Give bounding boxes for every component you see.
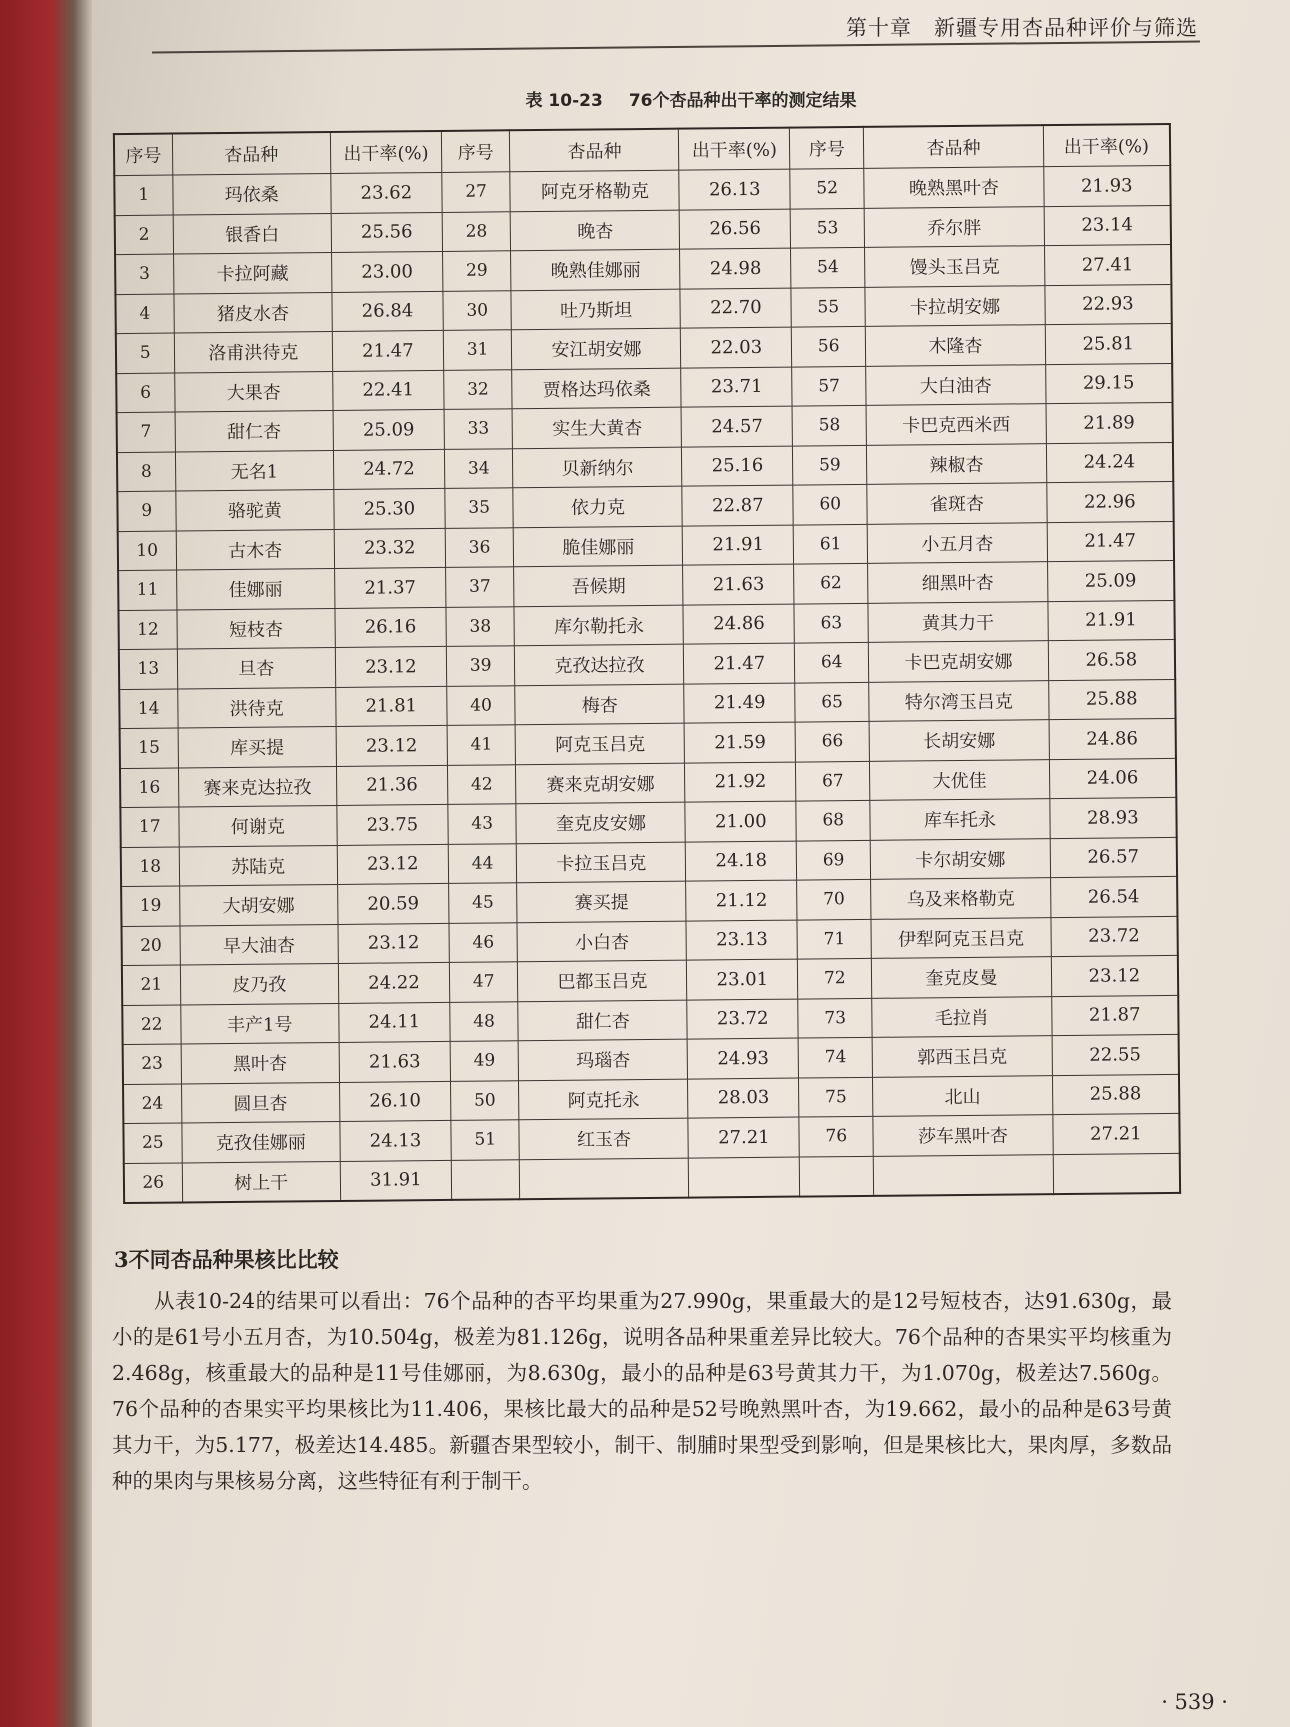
table-cell: 红玉杏 xyxy=(519,1118,688,1159)
table-cell: 24 xyxy=(123,1083,181,1123)
table-cell xyxy=(451,1159,520,1200)
table-cell: 晚熟黑叶杏 xyxy=(864,167,1044,208)
table-cell: 脆佳娜丽 xyxy=(514,526,683,567)
table-cell: 安江胡安娜 xyxy=(512,328,681,369)
table-cell: 洛甫洪待克 xyxy=(174,332,333,373)
table-cell: 74 xyxy=(798,1037,872,1077)
drying-rate-table xyxy=(113,123,1181,1204)
table-cell: 27.41 xyxy=(1044,244,1171,285)
table-cell: 43 xyxy=(448,804,517,844)
table-cell: 黄其力干 xyxy=(868,601,1048,642)
table-cell: 1 xyxy=(114,175,172,215)
table-cell: 克孜达拉孜 xyxy=(515,644,684,685)
table-cell: 34 xyxy=(444,448,513,488)
table-cell: 早大油杏 xyxy=(180,924,339,965)
table-cell: 19 xyxy=(121,886,179,926)
table-cell: 21.63 xyxy=(683,564,794,605)
table-cell: 50 xyxy=(450,1080,519,1120)
table-cell: 68 xyxy=(796,800,870,840)
table-cell: 玛瑙杏 xyxy=(519,1039,688,1080)
column-header: 出干率(%) xyxy=(1043,124,1170,167)
table-cell: 28.93 xyxy=(1050,797,1177,838)
table-cell: 26.54 xyxy=(1050,876,1177,917)
column-header: 序号 xyxy=(114,134,172,176)
table-cell: 24.98 xyxy=(680,248,791,289)
table-cell xyxy=(520,1158,689,1200)
table-cell: 33 xyxy=(444,409,513,449)
table-cell: 12 xyxy=(118,610,176,650)
table-cell: 25.88 xyxy=(1048,679,1175,720)
table-cell: 28 xyxy=(442,211,511,251)
table-cell: 76 xyxy=(799,1116,873,1156)
table-cell: 古木杏 xyxy=(176,529,335,570)
table-cell: 27.21 xyxy=(1053,1113,1180,1154)
table-title: 76个杏品种出干率的测定结果 xyxy=(628,91,857,111)
table-cell: 23.32 xyxy=(334,528,445,569)
table-cell: 51 xyxy=(451,1120,520,1160)
table-cell: 甜仁杏 xyxy=(518,1000,687,1041)
table-cell: 57 xyxy=(792,366,866,406)
running-head: 第十章 新疆专用杏品种评价与筛选 xyxy=(846,16,1198,40)
table-cell: 贾格达玛依桑 xyxy=(512,368,681,409)
table-cell: 22.93 xyxy=(1045,284,1172,325)
table-cell: 4 xyxy=(115,294,173,334)
table-cell: 63 xyxy=(794,603,868,643)
table-cell: 卡巴克西米西 xyxy=(866,404,1046,445)
table-cell: 旦杏 xyxy=(177,647,336,688)
table-cell: 卡尔胡安娜 xyxy=(870,838,1050,879)
table-cell: 25.81 xyxy=(1045,323,1172,364)
table-cell: 乌及来格勒克 xyxy=(871,878,1051,919)
table-cell: 小五月杏 xyxy=(867,522,1047,563)
table-cell: 14 xyxy=(119,689,177,729)
table-cell: 库买提 xyxy=(178,726,337,767)
table-cell: 卡拉玉吕克 xyxy=(517,842,686,883)
table-cell: 骆驼黄 xyxy=(175,489,334,530)
table-cell: 阿克托永 xyxy=(519,1079,688,1120)
table-cell: 13 xyxy=(119,649,177,689)
table-cell: 赛来克胡安娜 xyxy=(516,763,685,804)
table-cell: 23.62 xyxy=(331,172,442,213)
table-number: 表 10-23 xyxy=(525,91,603,111)
book-binding-edge xyxy=(0,0,92,1727)
table-cell: 60 xyxy=(793,484,867,524)
table-cell: 21.47 xyxy=(684,643,795,684)
table-cell: 35 xyxy=(445,488,514,528)
table-cell: 24.93 xyxy=(688,1038,799,1079)
table-cell: 大胡安娜 xyxy=(179,884,338,925)
table-cell: 22 xyxy=(122,1004,180,1044)
table-cell: 21.36 xyxy=(336,765,447,806)
table-cell: 梅杏 xyxy=(515,684,684,725)
table-cell: 黑叶杏 xyxy=(181,1042,340,1083)
table-cell: 24.86 xyxy=(1049,718,1176,759)
table-cell: 72 xyxy=(798,958,872,998)
table-cell: 36 xyxy=(445,527,514,567)
table-cell: 23.72 xyxy=(1051,916,1178,957)
table-cell: 21.00 xyxy=(685,801,796,842)
table-cell: 大白油杏 xyxy=(866,364,1046,405)
table-cell: 卡巴克胡安娜 xyxy=(869,641,1049,682)
column-header: 出干率(%) xyxy=(330,131,441,174)
table-cell: 25.09 xyxy=(1047,560,1174,601)
table-cell: 22.41 xyxy=(333,370,444,411)
table-cell: 21.59 xyxy=(684,722,795,763)
table-cell: 26 xyxy=(124,1162,182,1203)
table-cell: 21.12 xyxy=(686,880,797,921)
table-cell: 7 xyxy=(117,412,175,452)
table-cell: 67 xyxy=(796,761,870,801)
table-cell: 53 xyxy=(790,208,864,248)
table-cell: 70 xyxy=(797,879,871,919)
table-cell: 44 xyxy=(448,843,517,883)
table-cell: 21.37 xyxy=(335,567,446,608)
table-cell: 23.12 xyxy=(336,725,447,766)
table-cell: 28.03 xyxy=(688,1078,799,1119)
table-cell: 25.16 xyxy=(682,446,793,487)
table-cell: 猪皮水杏 xyxy=(174,292,333,333)
table-cell: 73 xyxy=(798,998,872,1038)
table-cell: 75 xyxy=(799,1077,873,1117)
table-cell: 26.13 xyxy=(679,169,790,210)
table-cell: 晚熟佳娜丽 xyxy=(511,249,680,290)
table-cell: 59 xyxy=(793,445,867,485)
table-cell: 无名1 xyxy=(175,450,334,491)
table-cell: 苏陆克 xyxy=(179,845,338,886)
table-cell: 18 xyxy=(121,847,179,887)
table-cell: 64 xyxy=(795,642,869,682)
table-cell: 54 xyxy=(791,247,865,287)
table-cell: 24.57 xyxy=(681,406,792,447)
table-cell: 大果杏 xyxy=(174,371,333,412)
table-cell: 39 xyxy=(446,646,515,686)
table-cell: 56 xyxy=(792,326,866,366)
table-cell: 32 xyxy=(444,369,513,409)
table-cell: 细黑叶杏 xyxy=(868,562,1048,603)
table-cell: 6 xyxy=(116,373,174,413)
table-cell: 23.13 xyxy=(686,920,797,961)
table-cell: 巴都玉吕克 xyxy=(518,960,687,1001)
table-cell: 3 xyxy=(115,254,173,294)
table-cell xyxy=(689,1157,800,1198)
table-cell: 奎克皮曼 xyxy=(872,957,1052,998)
table-cell xyxy=(873,1154,1053,1196)
table-cell: 洪待克 xyxy=(177,687,336,728)
table-cell: 23.72 xyxy=(687,999,798,1040)
table-cell: 15 xyxy=(120,728,178,768)
table-cell: 吾候期 xyxy=(514,565,683,606)
table-cell: 特尔湾玉吕克 xyxy=(869,680,1049,721)
table-cell: 26.58 xyxy=(1048,639,1175,680)
table-cell: 21.49 xyxy=(684,683,795,724)
table-cell: 58 xyxy=(792,405,866,445)
table-cell: 21.89 xyxy=(1046,402,1173,443)
table-cell: 22.70 xyxy=(680,288,791,329)
table-cell: 奎克皮安娜 xyxy=(516,802,685,843)
table-cell: 11 xyxy=(118,570,176,610)
table-cell: 24.24 xyxy=(1046,442,1173,483)
table-cell: 实生大黄杏 xyxy=(513,407,682,448)
table-cell: 树上干 xyxy=(182,1161,341,1203)
table-cell: 5 xyxy=(116,333,174,373)
table-cell: 22.96 xyxy=(1047,481,1174,522)
column-header: 序号 xyxy=(441,130,510,172)
table-cell: 21.81 xyxy=(336,686,447,727)
table-cell: 22.03 xyxy=(681,327,792,368)
table-cell: 21.47 xyxy=(332,330,443,371)
table-cell: 30 xyxy=(443,290,512,330)
table-cell: 24.06 xyxy=(1049,758,1176,799)
header-rule xyxy=(152,41,1200,54)
table-cell: 木隆杏 xyxy=(865,325,1045,366)
section-heading: 3不同杏品种果核比比较 xyxy=(114,1247,339,1272)
table-cell: 37 xyxy=(445,567,514,607)
table-cell: 毛拉肖 xyxy=(872,996,1052,1037)
table-cell: 21.63 xyxy=(339,1041,450,1082)
table-cell: 25 xyxy=(123,1123,181,1163)
table-cell: 小白杏 xyxy=(517,921,686,962)
table-cell: 23 xyxy=(123,1044,181,1084)
table-cell: 库车托永 xyxy=(870,799,1050,840)
table-cell: 52 xyxy=(790,168,864,208)
table-cell: 丰产1号 xyxy=(180,1003,339,1044)
table-cell: 甜仁杏 xyxy=(175,411,334,452)
table-cell: 27.21 xyxy=(688,1117,799,1158)
table-cell: 佳娜丽 xyxy=(176,568,335,609)
table-cell: 馒头玉吕克 xyxy=(865,246,1045,287)
table-cell: 23.12 xyxy=(337,844,448,885)
table-cell: 大优佳 xyxy=(870,759,1050,800)
table-cell: 42 xyxy=(447,764,516,804)
table-cell: 24.18 xyxy=(686,841,797,882)
table-caption xyxy=(92,86,1290,111)
book-page xyxy=(92,0,1290,1727)
body-text xyxy=(112,1283,1172,1499)
table-cell: 克孜佳娜丽 xyxy=(181,1121,340,1162)
table-cell: 55 xyxy=(791,287,865,327)
table-cell: 吐乃斯坦 xyxy=(511,289,680,330)
table-cell: 31 xyxy=(443,330,512,370)
table-cell: 21.91 xyxy=(683,525,794,566)
table-cell: 40 xyxy=(447,685,516,725)
table-cell: 23.12 xyxy=(1051,955,1178,996)
table-cell: 卡拉胡安娜 xyxy=(865,285,1045,326)
table-cell: 银香白 xyxy=(173,213,332,254)
body-paragraph: 从表10-24的结果可以看出：76个品种的杏平均果重为27.990g，果重最大的是12号短枝杏，达91.630g，最小的是61号小五月杏，为10.504g，极差为81.126g，说明各品种果重差异比较大。76个品种的杏果实平均核重为2.468g，核重最大的品种是11号佳娜丽，为8.630g，最小的品种是63号黄其力干，为1.070g，极差达7.560g。76个品种的杏果实平均果核比为11.406，果核比最大的品种是52号晚熟黑叶杏，为19.662，最小的品种是63号黄其力干，为5.177，极差达14.485。新疆杏果型较小，制干、制脯时果型受到影响，但是果核比大，果肉厚，多数品种的果肉与果核易分离，这些特征有利于制干。 xyxy=(112,1289,1172,1493)
table-cell: 25.56 xyxy=(331,212,442,253)
table-cell: 21.87 xyxy=(1051,995,1178,1036)
table-cell: 27 xyxy=(442,172,511,212)
column-header: 杏品种 xyxy=(172,132,331,175)
table-cell: 库尔勒托永 xyxy=(514,605,683,646)
table-cell: 25.88 xyxy=(1052,1074,1179,1115)
table-cell: 16 xyxy=(120,768,178,808)
table-cell: 29.15 xyxy=(1045,363,1172,404)
table-cell: 2 xyxy=(115,215,173,255)
table-cell: 66 xyxy=(795,721,869,761)
table-cell: 24.13 xyxy=(340,1120,451,1161)
column-header: 序号 xyxy=(790,127,864,169)
table-cell: 20.59 xyxy=(338,883,449,924)
table-cell: 49 xyxy=(450,1041,519,1081)
table-cell: 23.14 xyxy=(1044,205,1171,246)
table-cell: 阿克牙格勒克 xyxy=(510,170,679,211)
table-cell: 38 xyxy=(446,606,515,646)
table-cell: 26.10 xyxy=(339,1081,450,1122)
table-cell: 31.91 xyxy=(340,1160,451,1201)
table-cell: 47 xyxy=(449,962,518,1002)
table-cell: 24.11 xyxy=(339,1002,450,1043)
table-cell xyxy=(1053,1153,1180,1194)
table-cell: 晚杏 xyxy=(511,210,680,251)
table-cell: 长胡安娜 xyxy=(869,720,1049,761)
page-number: · 539 · xyxy=(1161,1690,1228,1714)
table-cell: 赛来克达拉孜 xyxy=(178,766,337,807)
table-cell: 21 xyxy=(122,965,180,1005)
table-cell: 25.30 xyxy=(334,488,445,529)
table-cell: 71 xyxy=(797,919,871,959)
table-cell: 阿克玉吕克 xyxy=(516,723,685,764)
table-body xyxy=(114,165,1180,1203)
table-cell: 48 xyxy=(450,1001,519,1041)
table-cell: 9 xyxy=(117,491,175,531)
table-cell: 赛买提 xyxy=(517,881,686,922)
table-cell: 46 xyxy=(449,922,518,962)
table-cell: 21.47 xyxy=(1047,521,1174,562)
table-cell: 8 xyxy=(117,452,175,492)
table-cell: 62 xyxy=(794,563,868,603)
table-cell: 26.84 xyxy=(332,291,443,332)
table-cell: 依力克 xyxy=(513,486,682,527)
table-cell: 郭西玉吕克 xyxy=(872,1036,1052,1077)
table-cell: 26.16 xyxy=(335,607,446,648)
table-cell: 24.72 xyxy=(333,449,444,490)
column-header: 杏品种 xyxy=(864,125,1044,168)
table-cell: 26.56 xyxy=(680,209,791,250)
table-cell: 乔尔胖 xyxy=(864,206,1044,247)
table-cell: 24.86 xyxy=(683,604,794,645)
table-cell: 莎车黑叶杏 xyxy=(873,1115,1053,1156)
column-header: 出干率(%) xyxy=(679,128,790,171)
column-header: 杏品种 xyxy=(510,129,679,172)
table-cell xyxy=(800,1156,874,1197)
table-cell: 10 xyxy=(118,531,176,571)
table-cell: 北山 xyxy=(873,1075,1053,1116)
table-container xyxy=(113,123,1181,1204)
table-cell: 何谢克 xyxy=(178,805,337,846)
table-cell: 辣椒杏 xyxy=(867,443,1047,484)
table-cell: 21.92 xyxy=(685,762,796,803)
table-cell: 65 xyxy=(795,682,869,722)
table-cell: 皮乃孜 xyxy=(180,963,339,1004)
table-cell: 23.12 xyxy=(338,923,449,964)
table-cell: 20 xyxy=(121,925,179,965)
table-cell: 25.09 xyxy=(333,409,444,450)
table-cell: 23.12 xyxy=(335,646,446,687)
table-cell: 短枝杏 xyxy=(177,608,336,649)
table-cell: 45 xyxy=(448,883,517,923)
table-cell: 贝新纳尔 xyxy=(513,447,682,488)
table-cell: 21.91 xyxy=(1048,600,1175,641)
table-cell: 23.71 xyxy=(681,367,792,408)
table-cell: 21.93 xyxy=(1043,165,1170,206)
table-cell: 23.01 xyxy=(687,959,798,1000)
table-cell: 玛依桑 xyxy=(172,174,331,215)
table-cell: 29 xyxy=(442,251,511,291)
table-cell: 69 xyxy=(797,840,871,880)
table-cell: 61 xyxy=(793,524,867,564)
table-cell: 23.75 xyxy=(337,804,448,845)
table-cell: 伊犁阿克玉吕克 xyxy=(871,917,1051,958)
table-cell: 23.00 xyxy=(332,251,443,292)
table-cell: 圆旦杏 xyxy=(181,1082,340,1123)
table-cell: 17 xyxy=(120,807,178,847)
table-cell: 24.22 xyxy=(338,962,449,1003)
table-cell: 22.55 xyxy=(1052,1034,1179,1075)
table-cell: 雀斑杏 xyxy=(867,483,1047,524)
table-cell: 41 xyxy=(447,725,516,765)
table-cell: 卡拉阿藏 xyxy=(173,253,332,294)
table-cell: 26.57 xyxy=(1050,837,1177,878)
table-cell: 22.87 xyxy=(682,485,793,526)
